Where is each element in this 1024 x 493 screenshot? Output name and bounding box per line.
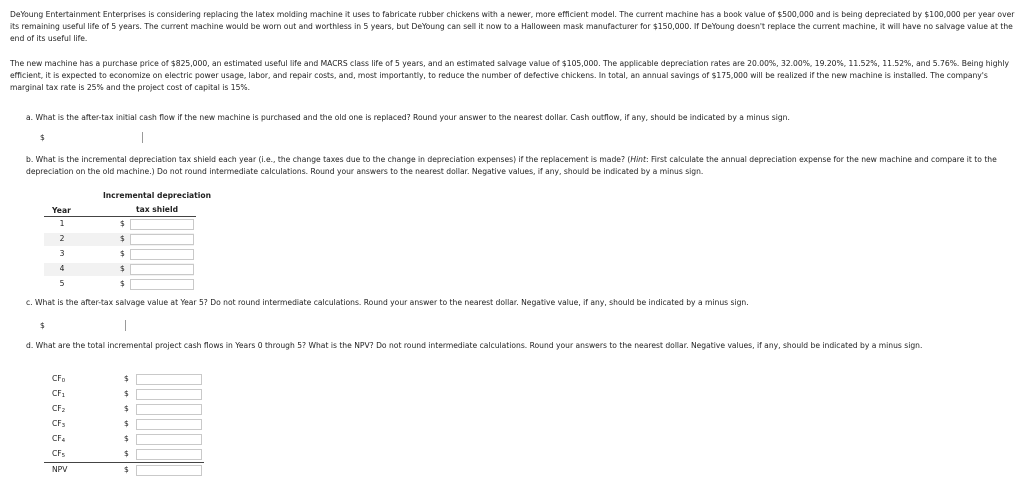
- currency-cell: $: [124, 374, 129, 383]
- year-cell: 1: [59, 219, 65, 228]
- cf-subscript: 5: [61, 453, 66, 459]
- question-b-text-pre: b. What is the incremental depreciation tax shield each year (i.e., the change taxes due to the change in depreciation expenses) if the replacement is made? (: [26, 155, 631, 164]
- cf-label: CF: [52, 419, 62, 428]
- cash-flow-input-cf5[interactable]: [136, 449, 202, 460]
- table-row: [44, 448, 204, 461]
- cash-flow-input-cf1[interactable]: [136, 389, 202, 400]
- cf-label: CF: [52, 434, 62, 443]
- currency-cell: $: [120, 219, 125, 228]
- year-cell: 5: [59, 279, 65, 288]
- year-cell: 3: [59, 249, 65, 258]
- question-b-hint-label: Hint: [630, 155, 646, 164]
- question-d-text: d. What are the total incremental project cash flows in Years 0 through 5? What is the NPV? Do not round intermediate calculations. Round your answers to the nearest dollar. Negative values, if any, should be indicated by a minus sign.: [26, 341, 923, 350]
- question-c-input[interactable]: [58, 319, 122, 330]
- question-c-input-divider: [125, 320, 126, 331]
- currency-cell: $: [120, 279, 125, 288]
- table-row: [44, 218, 194, 231]
- currency-cell: $: [124, 434, 129, 443]
- question-c-currency: $: [40, 321, 45, 330]
- table-row: [44, 233, 194, 246]
- table-row: [44, 248, 194, 261]
- question-a-input[interactable]: [60, 131, 140, 142]
- table-row: [44, 418, 204, 431]
- question-b-text-post: : First calculate the annual depreciation expense for the new machine and compare it to the depreciation on the old machine.) Do not round intermediate calculations. Round your answers to the nearest dollar. Negative values, if any, should be indicated by a minus sign.: [26, 155, 997, 176]
- cf-subscript: 0: [61, 378, 66, 384]
- cf-label: CF: [52, 389, 62, 398]
- currency-cell: $: [120, 249, 125, 258]
- currency-cell: $: [124, 404, 129, 413]
- cash-flow-input-cf4[interactable]: [136, 434, 202, 445]
- cash-flow-input-cf2[interactable]: [136, 404, 202, 415]
- npv-label: NPV: [52, 465, 68, 474]
- table-row: [44, 278, 194, 291]
- currency-cell: $: [124, 465, 129, 474]
- cf-subscript: 4: [61, 438, 66, 444]
- currency-cell: $: [124, 449, 129, 458]
- cash-flow-input-cf3[interactable]: [136, 419, 202, 430]
- table-b-header-rule: [44, 216, 196, 217]
- intro-paragraph-1: DeYoung Entertainment Enterprises is considering replacing the latex molding machine it uses to fabricate rubber chickens with a newer, more efficient model. The current machine has a book value of $500,000 and is being depreciated by $100,000 per year over its remaining useful life of 5 years. The current machine would be worn out and worthless in 5 years, but DeYoung can sell it now to a Halloween mask manufacturer for $150,000. If DeYoung doesn't replace the current machine, it will have no salvage value at the end of its useful life.: [10, 10, 1015, 43]
- tax-shield-input-year-1[interactable]: [130, 219, 194, 230]
- cf-subscript: 2: [61, 408, 66, 414]
- cf-label: CF: [52, 404, 62, 413]
- tax-shield-input-year-5[interactable]: [130, 279, 194, 290]
- table-row: [44, 373, 204, 386]
- currency-cell: $: [124, 389, 129, 398]
- tax-shield-input-year-2[interactable]: [130, 234, 194, 245]
- year-cell: 2: [59, 234, 65, 243]
- tax-shield-header-line2: tax shield: [135, 205, 178, 214]
- currency-cell: $: [120, 234, 125, 243]
- question-b-text: [26, 154, 1016, 178]
- cash-flow-input-cf0[interactable]: [136, 374, 202, 385]
- question-c-text: c. What is the after-tax salvage value at Year 5? Do not round intermediate calculations. Round your answer to the nearest dollar. Negative value, if any, should be indicated by a minus sign.: [26, 298, 749, 307]
- table-row: [44, 403, 204, 416]
- npv-input[interactable]: [136, 465, 202, 476]
- tax-shield-header-line1: Incremental depreciation: [102, 191, 212, 200]
- question-a-input-divider: [142, 132, 143, 143]
- tax-shield-input-year-4[interactable]: [130, 264, 194, 275]
- currency-cell: $: [120, 264, 125, 273]
- year-column-header: Year: [52, 206, 71, 215]
- table-row: [44, 388, 204, 401]
- table-row: [44, 433, 204, 446]
- table-row: [44, 263, 194, 276]
- year-cell: 4: [59, 264, 65, 273]
- cf-subscript: 1: [61, 393, 66, 399]
- question-a-currency: $: [40, 133, 45, 142]
- table-row: [44, 464, 204, 477]
- cf-label: CF: [52, 449, 62, 458]
- cash-flow-table-rule: [44, 462, 204, 463]
- cf-label: CF: [52, 374, 62, 383]
- intro-paragraph-2: The new machine has a purchase price of $825,000, an estimated useful life and MACRS class life of 5 years, and an estimated salvage value of $105,000. The applicable depreciation rates are 20.00%, 32.00%, 19.20%, 11.52%, 11.52%, and 5.76%. Being highly efficient, it is expected to economize on electric power usage, labor, and repair costs, and, most importantly, to reduce the number of defective chickens. In total, an annual savings of $175,000 will be realized if the new machine is installed. The company's marginal tax rate is 25% and the project cost of capital is 15%.: [10, 59, 1009, 92]
- tax-shield-input-year-3[interactable]: [130, 249, 194, 260]
- currency-cell: $: [124, 419, 129, 428]
- cf-subscript: 3: [61, 423, 66, 429]
- question-a-text: a. What is the after-tax initial cash flow if the new machine is purchased and the old one is replaced? Round your answer to the nearest dollar. Cash outflow, if any, should be indicated by a minus sign.: [26, 113, 790, 122]
